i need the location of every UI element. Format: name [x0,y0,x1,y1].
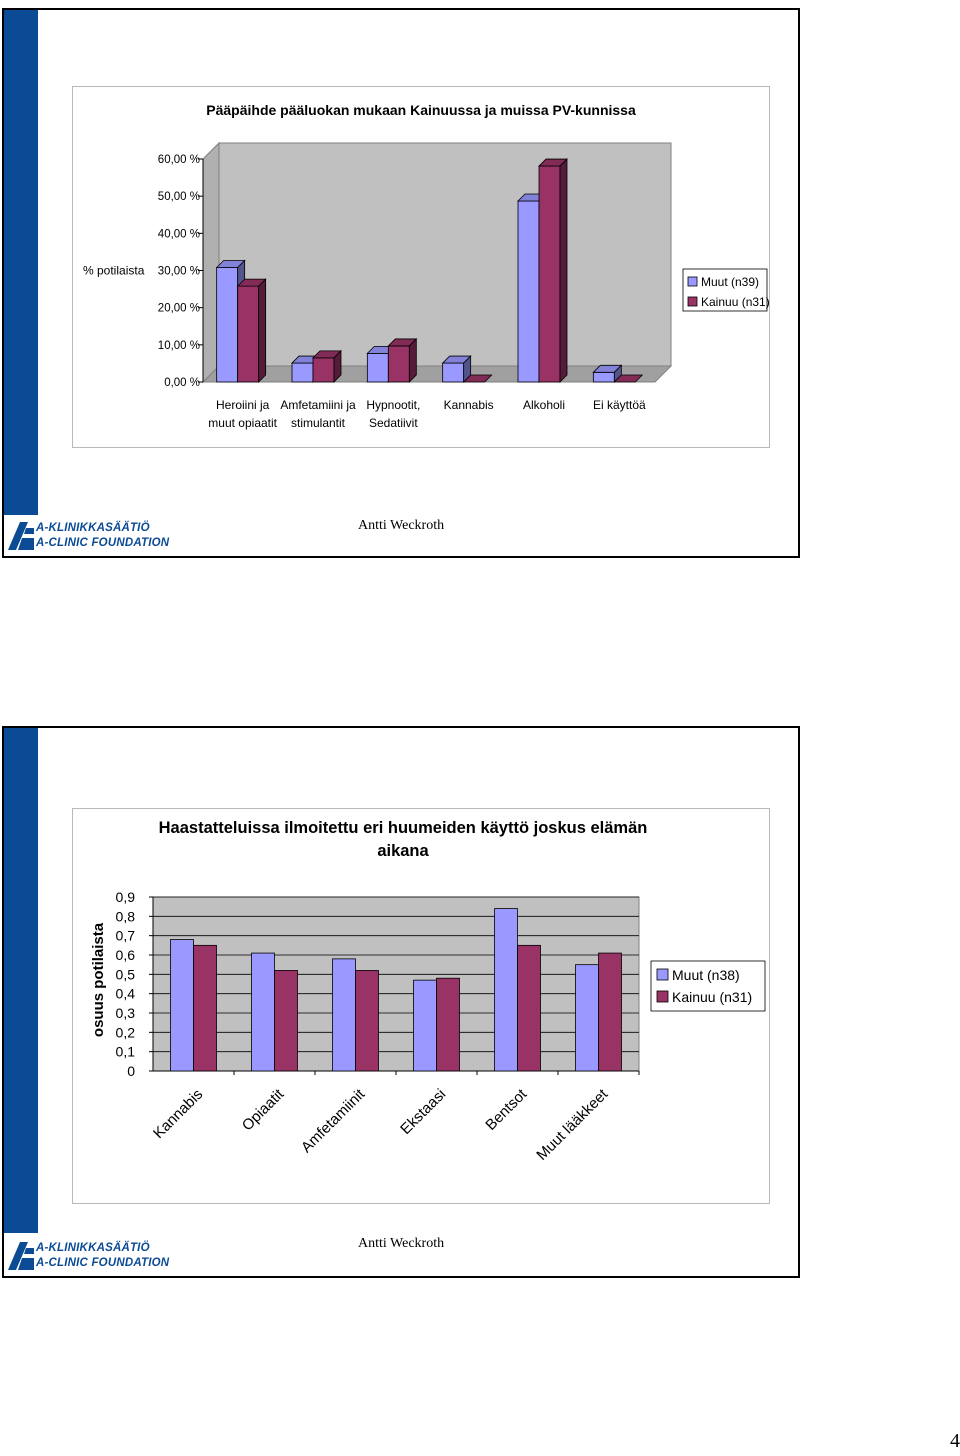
bar [576,965,599,1071]
bar [367,353,388,382]
legend-swatch [688,297,697,306]
bar [356,970,379,1071]
y-tick-label: 30,00 % [157,265,200,278]
bar-side [560,159,567,382]
bar [599,953,622,1071]
logo-line-2: A-CLINIC FOUNDATION [36,537,170,549]
y-tick-label: 20,00 % [157,302,200,315]
bar [593,372,614,382]
y-tick-label: 0,2 [115,1024,135,1041]
a-clinic-logo-icon [6,1240,36,1272]
x-tick-label: Heroiini ja [215,398,270,412]
x-tick-label: Sedatiivit [368,416,418,430]
x-tick-label: Bentsot [482,1085,531,1134]
bar [217,268,238,382]
bar [252,953,275,1071]
bar [194,945,217,1071]
y-axis-label: % potilaista [83,263,145,278]
y-tick-label: 60,00 % [157,154,200,166]
x-tick-label: muut opiaatit [208,416,278,430]
plot-back-wall [219,143,671,366]
legend-label: Kainuu (n31) [701,295,769,309]
chart-1 [73,87,769,447]
y-tick-label: 0 [127,1063,135,1079]
x-tick-label: Amfetamiini ja [280,398,356,412]
bar [437,978,460,1071]
bar [171,940,194,1071]
bar [518,201,539,382]
y-tick-label: 0,7 [115,927,135,944]
chart-1-area [72,86,770,448]
bar [313,358,334,382]
logo-line-1: A-KLINIKKASÄÄTIÖ [36,1242,150,1254]
plot-area [153,897,639,1071]
x-tick-label: Amfetamiinit [297,1085,369,1157]
legend-label: Muut (n39) [701,275,760,289]
y-tick-label: 0,3 [115,1005,135,1021]
y-tick-label: 0,1 [115,1043,135,1060]
bar [414,980,437,1071]
y-tick-label: 50,00 % [157,191,200,204]
chart-2-area [72,808,770,1204]
bar [539,166,560,382]
chart-title: Haastatteluissa ilmoitettu eri huumeiden käyttö joskus elämän [158,819,648,837]
author-footer: Antti Weckroth [358,518,445,533]
a-clinic-logo [4,1238,170,1274]
legend-label: Muut (n38) [672,967,740,983]
a-clinic-logo [4,518,170,554]
bar [333,959,356,1071]
slide-accent-bar [4,10,38,515]
y-tick-label: 0,9 [115,889,135,905]
bar [518,945,541,1071]
bar [238,286,259,382]
slide-accent-bar [4,728,38,1233]
x-tick-label: Alkoholi [522,398,566,412]
legend-swatch [657,991,668,1002]
x-tick-label: Ekstaasi [397,1085,450,1138]
slide-1 [2,8,800,558]
author-footer: Antti Weckroth [358,1236,445,1251]
bar-side [409,339,416,382]
y-axis-label: osuus potilaista [90,922,107,1038]
x-tick-label: Ei käyttöä [592,398,646,412]
bar [275,970,298,1071]
logo-line-2: A-CLINIC FOUNDATION [36,1257,170,1269]
bar-side [259,279,266,382]
y-tick-label: 40,00 % [157,228,200,241]
x-tick-label: Hypnootit, [366,398,421,412]
legend-swatch [688,277,697,286]
y-tick-label: 0,4 [115,985,135,1002]
logo-line-1: A-KLINIKKASÄÄTIÖ [36,522,150,534]
chart-title: Pääpäihde pääluokan mukaan Kainuussa ja muissa PV-kunnissa [206,102,636,118]
x-tick-label: Muut lääkkeet [533,1085,612,1164]
x-tick-label: Opiaatit [238,1085,288,1135]
legend-swatch [657,969,668,980]
bar [495,909,518,1071]
y-tick-label: 0,6 [115,947,135,963]
page-number: 4 [950,1430,960,1452]
bar [388,346,409,382]
legend-label: Kainuu (n31) [672,989,753,1005]
y-tick-label: 0,5 [115,966,135,983]
y-tick-label: 0,00 % [164,377,200,389]
chart-title: aikana [377,842,429,860]
chart-2 [73,809,769,1203]
x-tick-label: stimulantit [290,416,346,430]
x-tick-label: Kannabis [150,1085,207,1143]
slide-2 [2,726,800,1278]
bar [443,363,464,382]
y-tick-label: 0,8 [115,908,135,925]
bar [292,363,313,382]
y-tick-label: 10,00 % [157,339,200,352]
x-tick-label: Kannabis [443,398,494,412]
a-clinic-logo-icon [6,520,36,552]
